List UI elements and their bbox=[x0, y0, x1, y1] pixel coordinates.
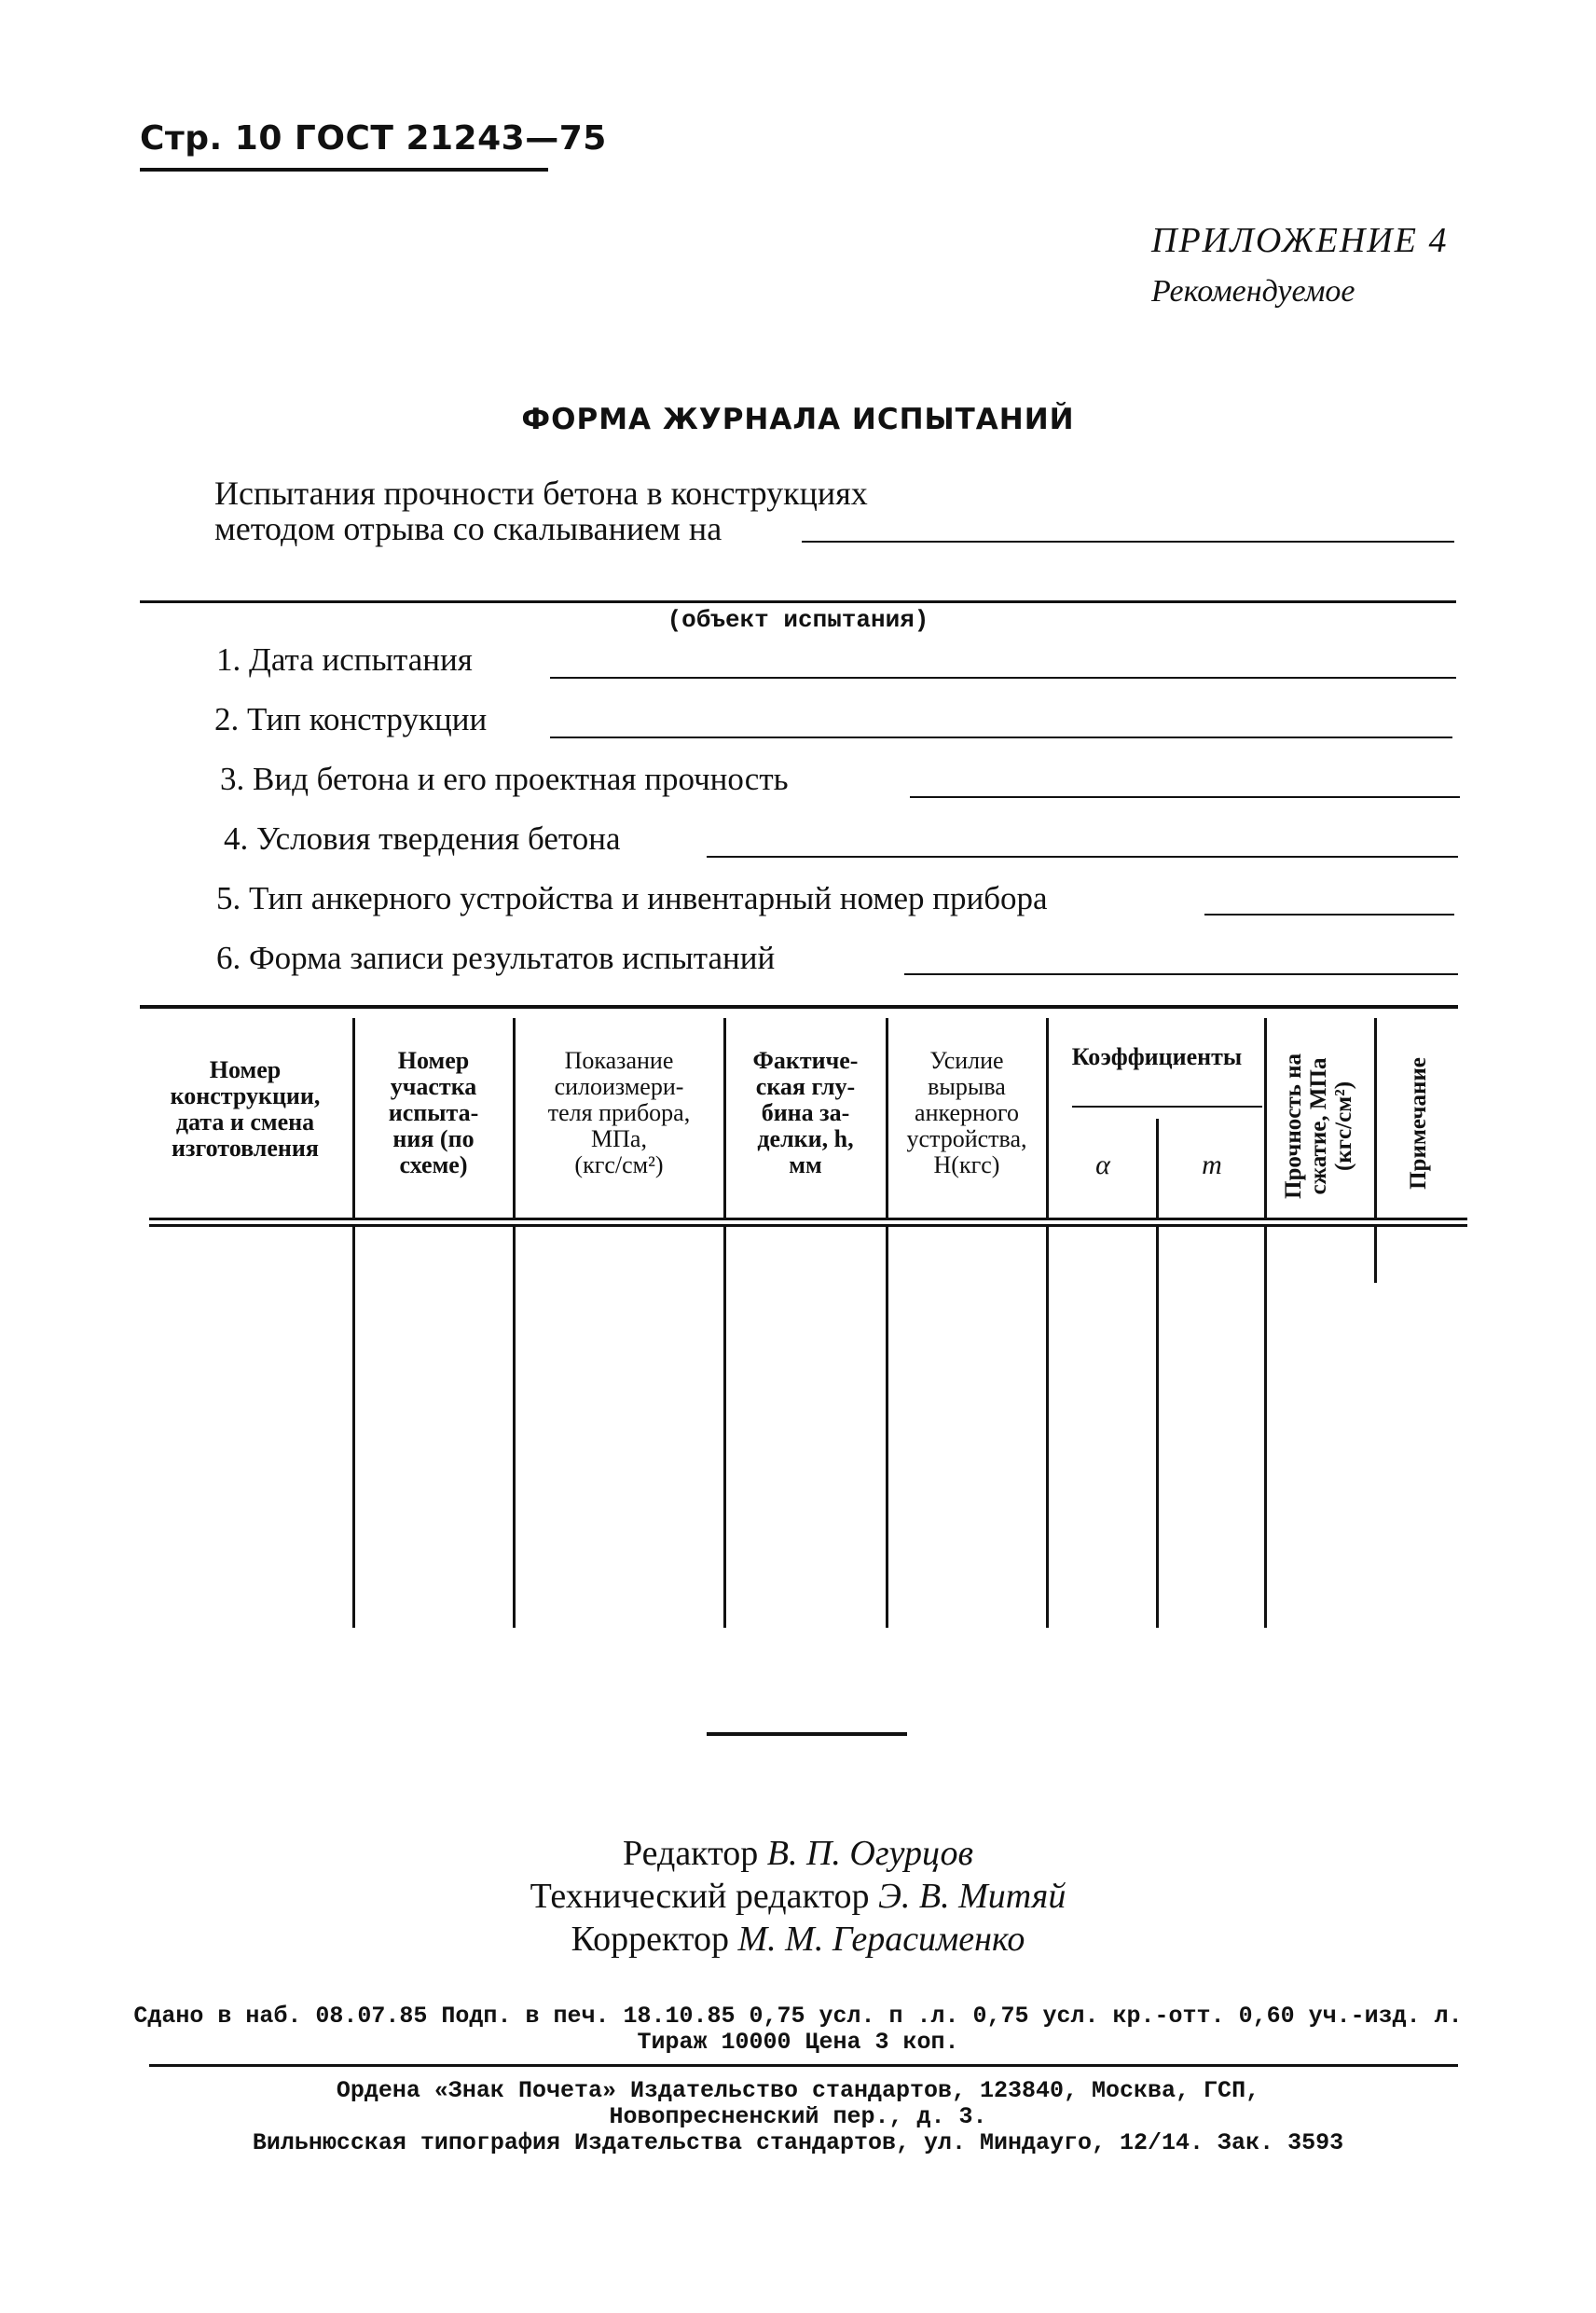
header-line: Номер bbox=[209, 1056, 282, 1083]
table-body-divider bbox=[352, 1227, 355, 1628]
table-col-divider bbox=[723, 1018, 726, 1218]
appendix-subtitle: Рекомендуемое bbox=[1151, 274, 1355, 309]
table-body-divider bbox=[723, 1227, 726, 1628]
header-line: участка bbox=[390, 1073, 477, 1100]
item-anchor-device-field[interactable] bbox=[1204, 914, 1454, 916]
table-body-divider bbox=[513, 1227, 516, 1628]
coefficients-rule bbox=[1072, 1106, 1262, 1108]
item-hardening-conditions-field[interactable] bbox=[707, 856, 1458, 858]
header-line: Фактиче- bbox=[752, 1047, 859, 1074]
credit-label: Технический редактор bbox=[530, 1877, 870, 1916]
table-top-rule bbox=[140, 1005, 1458, 1009]
appendix-title: ПРИЛОЖЕНИЕ 4 bbox=[1151, 221, 1449, 260]
header-line: делки, h, bbox=[757, 1125, 854, 1152]
header-rule bbox=[140, 168, 548, 172]
header-depth bbox=[727, 1048, 884, 1178]
header-note: Примечание bbox=[1406, 1057, 1431, 1190]
imprint-line-4: Новопресненский пер., д. 3. bbox=[609, 2103, 987, 2130]
table-header-rule-1 bbox=[149, 1218, 1467, 1220]
header-strength bbox=[1281, 1024, 1359, 1229]
header-line: дата и смена bbox=[175, 1108, 315, 1136]
header-reading bbox=[516, 1048, 722, 1178]
table-col-divider bbox=[352, 1018, 355, 1218]
header-line: Показание bbox=[564, 1047, 674, 1074]
intro-line-1: Испытания прочности бетона в конструкциях bbox=[214, 475, 868, 512]
header-line: изготовления bbox=[172, 1135, 319, 1162]
item-record-form-field[interactable] bbox=[904, 973, 1458, 975]
header-line: МПа, bbox=[591, 1125, 647, 1152]
header-line: сжатие, МПа bbox=[1306, 1057, 1331, 1195]
header-line: Номер bbox=[397, 1047, 470, 1074]
credit-label: Редактор bbox=[622, 1834, 759, 1873]
header-line: ская глу- bbox=[755, 1073, 856, 1100]
table-body-divider bbox=[1156, 1227, 1159, 1628]
item-construction-type-field[interactable] bbox=[550, 737, 1452, 738]
header-line: силоизмери- bbox=[554, 1073, 684, 1100]
credit-label: Корректор bbox=[571, 1920, 730, 1959]
table-body-divider bbox=[1264, 1227, 1267, 1628]
table-col-divider bbox=[1374, 1018, 1377, 1218]
intro-line-2: методом отрыва со скалыванием на bbox=[214, 510, 722, 547]
header-m: m bbox=[1202, 1150, 1222, 1180]
table-col-divider bbox=[1046, 1018, 1049, 1218]
header-line: вырыва bbox=[928, 1073, 1006, 1100]
header-line: конструкции, bbox=[170, 1082, 321, 1109]
table-col-divider bbox=[1264, 1018, 1267, 1218]
header-line: бина за- bbox=[761, 1099, 850, 1126]
imprint-rule bbox=[149, 2064, 1458, 2067]
header-line: схеме) bbox=[399, 1151, 468, 1178]
credit-name: М. М. Герасименко bbox=[737, 1920, 1025, 1959]
table-header-rule-2 bbox=[149, 1224, 1467, 1227]
item-anchor-device: 5. Тип анкерного устройства и инвентарный номер прибора bbox=[216, 880, 1048, 916]
table-body-divider bbox=[1046, 1227, 1049, 1628]
object-caption: (объект испытания) bbox=[667, 606, 929, 634]
item-concrete-type: 3. Вид бетона и его проектная прочность bbox=[220, 761, 789, 797]
form-title: ФОРМА ЖУРНАЛА ИСПЫТАНИЙ bbox=[521, 403, 1075, 436]
header-alpha: α bbox=[1095, 1150, 1110, 1180]
header-line: Н(кгс) bbox=[933, 1151, 1000, 1178]
table-body-divider bbox=[886, 1227, 888, 1628]
header-line: (кгс/см²) bbox=[1331, 1081, 1356, 1172]
item-hardening-conditions: 4. Условия твердения бетона bbox=[224, 820, 621, 857]
header-construction bbox=[140, 1057, 351, 1162]
credit-name: В. П. Огурцов bbox=[766, 1834, 973, 1873]
credit-editor bbox=[0, 1833, 1596, 1874]
credit-corrector bbox=[0, 1919, 1596, 1960]
header-line: устройства, bbox=[906, 1125, 1027, 1152]
credit-tech-editor bbox=[0, 1876, 1596, 1917]
header-line: ния (по bbox=[392, 1125, 475, 1152]
header-line: теля прибора, bbox=[547, 1099, 691, 1126]
header-line: мм bbox=[789, 1151, 822, 1178]
header-section bbox=[356, 1048, 511, 1178]
credit-name: Э. В. Митяй bbox=[878, 1877, 1066, 1916]
header-line: Прочность на bbox=[1281, 1053, 1306, 1199]
end-rule bbox=[707, 1732, 907, 1736]
imprint-line-1: Сдано в наб. 08.07.85 Подп. в печ. 18.10.85 0,75 усл. п .л. 0,75 усл. кр.-отт. 0,60 уч.-изд. л. bbox=[133, 2003, 1463, 2030]
table-body-divider bbox=[1374, 1227, 1377, 1283]
object-fill-line[interactable] bbox=[802, 541, 1454, 543]
item-concrete-type-field[interactable] bbox=[910, 796, 1460, 798]
imprint-line-3: Ордена «Знак Почета» Издательство стандартов, 123840, Москва, ГСП, bbox=[336, 2077, 1260, 2104]
header-line: (кгс/см²) bbox=[574, 1151, 664, 1178]
header-line: анкерного bbox=[915, 1099, 1019, 1126]
table-col-divider bbox=[513, 1018, 516, 1218]
header-coefficients: Коэффициенты bbox=[1071, 1043, 1243, 1070]
page-header: Стр. 10 ГОСТ 21243—75 bbox=[140, 119, 607, 158]
header-force bbox=[887, 1048, 1046, 1178]
header-line: испыта- bbox=[388, 1099, 479, 1126]
table-col-divider bbox=[1156, 1119, 1159, 1218]
item-construction-type: 2. Тип конструкции bbox=[214, 701, 488, 737]
item-record-form: 6. Форма записи результатов испытаний bbox=[216, 940, 776, 976]
imprint-line-5: Вильнюсская типография Издательства стандартов, ул. Миндауго, 12/14. Зак. 3593 bbox=[252, 2129, 1344, 2156]
object-rule[interactable] bbox=[140, 600, 1456, 603]
item-test-date-field[interactable] bbox=[550, 677, 1456, 679]
imprint-line-2: Тираж 10000 Цена 3 коп. bbox=[637, 2029, 959, 2056]
header-line: Усилие bbox=[929, 1047, 1004, 1074]
item-test-date: 1. Дата испытания bbox=[216, 641, 473, 678]
